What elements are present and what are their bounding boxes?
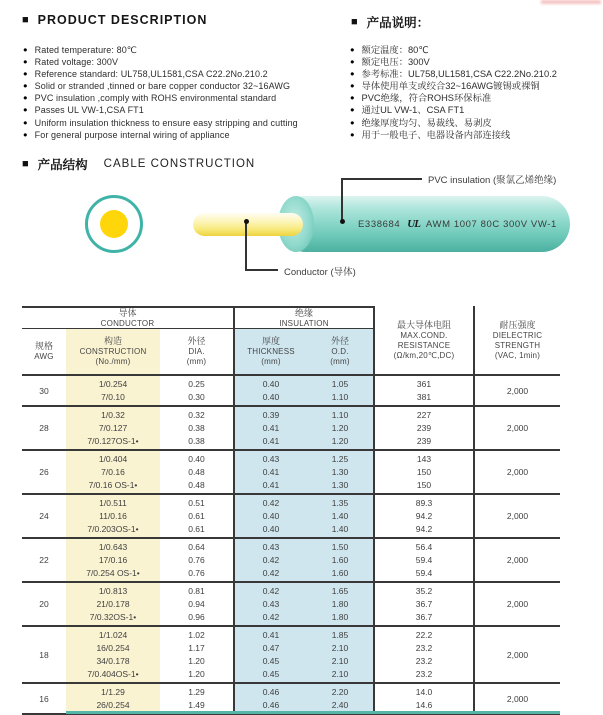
- table-value: 11/0.16: [99, 511, 127, 521]
- header-text: STRENGTH: [494, 340, 541, 350]
- table-value: 0.42: [262, 568, 280, 578]
- table-value: 1.17: [188, 643, 205, 653]
- list-item-text: Rated temperature: 80℃: [34, 45, 138, 55]
- table-value: 0.43: [262, 542, 280, 552]
- list-item-text: Rated voltage: 300V: [34, 57, 119, 68]
- pvc-leader-line: [341, 178, 422, 180]
- list-item: [23, 129, 298, 141]
- table-value: 143: [416, 454, 432, 464]
- header-text: 外径: [187, 336, 206, 346]
- list-item: [350, 129, 557, 141]
- table-value: 0.42: [262, 612, 280, 622]
- pvc-leader-line: [341, 178, 343, 223]
- table-value: 1/0.404: [98, 454, 128, 464]
- product-description-list-en: [23, 44, 298, 141]
- table-value: 0.61: [188, 511, 205, 521]
- bullet-icon: ●: [23, 129, 28, 139]
- header-dielectric: [473, 306, 560, 374]
- bullet-icon: ●: [23, 81, 28, 91]
- table-value: 0.41: [262, 436, 280, 446]
- resistance-cell: [373, 451, 473, 493]
- construction-cell: [66, 539, 160, 581]
- table-value: 59.4: [415, 555, 433, 565]
- header-thickness: [233, 329, 307, 374]
- bullet-icon: ●: [23, 57, 28, 67]
- cutoff-red-print: [541, 0, 601, 4]
- table-value: 2.10: [331, 656, 349, 666]
- bullet-icon: ●: [350, 57, 355, 67]
- table-value: 361: [416, 379, 432, 389]
- table-value: 1.40: [331, 524, 349, 534]
- table-value: 0.45: [262, 669, 280, 679]
- table-value: 0.41: [262, 630, 280, 640]
- od-cell: [307, 451, 373, 493]
- table-value: 0.40: [262, 392, 280, 402]
- table-value: 0.48: [188, 480, 205, 490]
- table-value: 0.38: [188, 436, 205, 446]
- table-value: 1.29: [188, 687, 205, 697]
- construction-title-en: CABLE CONSTRUCTION: [103, 158, 256, 170]
- ul-mark-icon: UL: [407, 218, 420, 230]
- list-item-text: 导体使用单支或绞合32~16AWG镀锡或裸铜: [361, 81, 540, 92]
- header-group-conductor: [22, 306, 233, 329]
- construction-cell: [66, 627, 160, 682]
- table-value: 1.85: [331, 630, 349, 640]
- conductor-label: Conductor (导体): [284, 267, 356, 278]
- table-value: 14.6: [415, 700, 433, 710]
- table-value: 14.0: [415, 687, 433, 697]
- dielectric-cell: 2,000: [473, 684, 560, 713]
- table-value: 0.40: [262, 379, 280, 389]
- table-value: 7/0.127OS-1•: [87, 436, 139, 446]
- header-text: 构造: [103, 336, 122, 346]
- table-value: 0.30: [188, 392, 205, 402]
- table-value: 0.61: [188, 524, 205, 534]
- table-value: 23.2: [415, 669, 433, 679]
- table-value: 0.76: [188, 555, 205, 565]
- table-value: 0.64: [188, 542, 205, 552]
- header-resistance: [373, 306, 473, 374]
- resistance-cell: [373, 583, 473, 625]
- header-text: THICKNESS: [247, 347, 295, 356]
- list-item: [23, 92, 298, 104]
- dia-cell: [160, 376, 233, 405]
- square-bullet-icon: ■: [22, 13, 29, 26]
- bullet-icon: ●: [23, 45, 28, 54]
- table-value: 150: [416, 467, 432, 477]
- dielectric-cell: 2,000: [473, 451, 560, 493]
- dia-cell: [160, 583, 233, 625]
- list-item: [23, 80, 298, 92]
- header-text: (No./mm): [95, 357, 131, 366]
- table-value: 1/0.32: [101, 410, 125, 420]
- table-value: 227: [416, 410, 432, 420]
- dielectric-cell: 2,000: [473, 495, 560, 537]
- awg-cell: 20: [39, 599, 49, 609]
- product-description-title-en: PRODUCT DESCRIPTION: [37, 13, 208, 27]
- awg-cell: 24: [39, 511, 49, 521]
- table-row: [22, 495, 560, 539]
- cable-cert-number: E338684: [358, 218, 401, 230]
- table-row: [22, 583, 560, 627]
- dielectric-cell: 2,000: [473, 627, 560, 682]
- list-item-text: 额定电压：300V: [361, 57, 430, 68]
- table-value: 0.42: [262, 586, 280, 596]
- dielectric-cell: 2,000: [473, 539, 560, 581]
- header-text: MAX.COND.: [400, 330, 448, 340]
- list-item-text: 通过UL VW-1、CSA FT1: [361, 105, 465, 116]
- table-value: 94.2: [415, 524, 433, 534]
- table-value: 0.76: [188, 568, 205, 578]
- list-item: [350, 80, 557, 92]
- bullet-icon: ●: [350, 69, 355, 79]
- list-item: [23, 44, 298, 56]
- thickness-cell: [233, 376, 307, 405]
- table-value: 2.20: [331, 687, 349, 697]
- header-od: [307, 329, 373, 374]
- table-value: 0.40: [262, 524, 280, 534]
- header-text: RESISTANCE: [397, 340, 451, 350]
- table-value: 7/0.203OS-1•: [87, 524, 139, 534]
- table-value: 1.65: [331, 586, 349, 596]
- dia-cell: [160, 539, 233, 581]
- construction-cell: [66, 495, 160, 537]
- table-value: 0.25: [188, 379, 205, 389]
- header-text: DIA.: [188, 347, 205, 356]
- list-item-text: 绝缘厚度均匀、易裁线、易剥皮: [361, 117, 492, 128]
- resistance-cell: [373, 627, 473, 682]
- table-value: 1.20: [331, 436, 349, 446]
- product-description-list-zh: [350, 44, 557, 141]
- header-text: (mm): [186, 357, 207, 366]
- table-value: 0.45: [262, 656, 280, 666]
- table-value: 0.47: [262, 643, 280, 653]
- od-cell: [307, 684, 373, 713]
- conductor-leader-line: [245, 222, 247, 270]
- table-value: 1.30: [331, 467, 349, 477]
- list-item-text: Reference standard: UL758,UL1581,CSA C22.2No.210.2: [34, 69, 268, 80]
- list-item: [350, 104, 557, 116]
- construction-cell: [66, 376, 160, 405]
- table-value: 1.10: [331, 392, 349, 402]
- table-row: [22, 627, 560, 684]
- section-title-product-description: [22, 13, 207, 27]
- table-row: [22, 407, 560, 451]
- header-construction: [66, 329, 160, 374]
- table-row: [22, 451, 560, 495]
- table-value: 1/0.643: [98, 542, 128, 552]
- table-value: 1/0.511: [99, 498, 127, 508]
- table-value: 0.41: [262, 480, 280, 490]
- table-value: 1.60: [331, 568, 349, 578]
- thickness-cell: [233, 539, 307, 581]
- dia-cell: [160, 495, 233, 537]
- table-value: 7/0.404OS-1•: [87, 669, 139, 679]
- awg-cell: 18: [39, 649, 49, 660]
- table-value: 1.40: [331, 511, 349, 521]
- bullet-icon: ●: [23, 117, 28, 127]
- section-title-product-description-zh: [351, 13, 429, 31]
- pvc-leader-dot: [340, 219, 345, 224]
- header-text: 外径: [330, 336, 349, 346]
- header-text: (Ω/km,20℃,DC): [393, 350, 455, 360]
- table-value: 1/1.024: [98, 630, 128, 640]
- header-text: 厚度: [261, 336, 280, 346]
- resistance-cell: [373, 376, 473, 405]
- table-value: 2.40: [331, 700, 349, 710]
- bullet-icon: ●: [350, 117, 355, 127]
- od-cell: [307, 583, 373, 625]
- od-cell: [307, 539, 373, 581]
- header-text: 导体: [118, 307, 137, 318]
- table-value: 2.10: [331, 669, 349, 679]
- thickness-cell: [233, 583, 307, 625]
- table-value: 1.02: [188, 630, 205, 640]
- square-bullet-icon: ■: [22, 157, 29, 170]
- list-item: [23, 68, 298, 80]
- thickness-cell: [233, 684, 307, 713]
- awg-cell: 30: [39, 385, 49, 396]
- thickness-cell: [233, 627, 307, 682]
- header-text: O.D.: [331, 347, 349, 356]
- section-title-cable-construction: [22, 155, 255, 173]
- table-value: 1.20: [188, 656, 205, 666]
- resistance-cell: [373, 407, 473, 449]
- dia-cell: [160, 407, 233, 449]
- construction-cell: [66, 684, 160, 713]
- table-value: 7/0.16: [101, 467, 125, 477]
- list-item: [350, 56, 557, 68]
- table-value: 17/0.16: [98, 555, 128, 565]
- list-item-text: PVC绝缘，符合ROHS环保标准: [361, 93, 492, 104]
- list-item-text: PVC insulation ,comply with ROHS environmental standard: [34, 93, 277, 104]
- conductor-rod: [193, 213, 303, 236]
- header-awg: [22, 329, 66, 374]
- list-item: [23, 117, 298, 129]
- table-value: 26/0.254: [96, 700, 130, 710]
- list-item: [23, 56, 298, 68]
- list-item: [23, 104, 298, 116]
- header-text: 绝缘: [294, 307, 313, 318]
- table-value: 1.35: [331, 498, 349, 508]
- table-value: 0.46: [262, 687, 280, 697]
- od-cell: [307, 495, 373, 537]
- table-value: 1/1.29: [101, 687, 125, 697]
- awg-cell: 22: [39, 555, 49, 565]
- dia-cell: [160, 451, 233, 493]
- table-value: 22.2: [415, 630, 433, 640]
- list-item-text: Passes UL VW-1,CSA FT1: [34, 105, 144, 116]
- bullet-icon: ●: [350, 105, 355, 115]
- header-text: 耐压强度: [499, 319, 536, 330]
- od-cell: [307, 407, 373, 449]
- header-text: 最大导体电阻: [396, 319, 451, 330]
- table-value: 0.43: [262, 599, 280, 609]
- header-text: INSULATION: [279, 318, 329, 328]
- dia-cell: [160, 627, 233, 682]
- table-value: 59.4: [415, 568, 433, 578]
- table-value: 0.38: [188, 423, 205, 433]
- list-item-text: Uniform insulation thickness to ensure easy stripping and cutting: [34, 117, 298, 128]
- header-text: CONSTRUCTION: [79, 347, 147, 356]
- spec-table: [22, 306, 560, 715]
- bullet-icon: ●: [350, 93, 355, 103]
- header-text: AWG: [34, 352, 54, 361]
- table-value: 21/0.178: [96, 599, 130, 609]
- table-value: 1.05: [331, 379, 349, 389]
- product-description-title-zh: 产品说明：: [366, 16, 430, 30]
- list-item-text: For general purpose internal wiring of appliance: [34, 129, 230, 140]
- header-group-insulation: [233, 306, 373, 329]
- list-item-text: 额定温度：80℃: [361, 45, 429, 55]
- table-value: 0.51: [188, 498, 205, 508]
- table-value: 1.49: [188, 700, 205, 710]
- table-value: 1.80: [331, 612, 349, 622]
- table-value: 1.25: [331, 454, 349, 464]
- cable-spec-text: AWM 1007 80C 300V VW-1: [425, 218, 557, 230]
- table-value: 1.30: [331, 480, 349, 490]
- table-value: 56.4: [415, 542, 433, 552]
- list-item: [350, 92, 557, 104]
- resistance-cell: [373, 495, 473, 537]
- list-item: [350, 44, 557, 56]
- conductor-leader-line: [245, 269, 278, 271]
- table-row: [22, 539, 560, 583]
- od-cell: [307, 376, 373, 405]
- table-value: 1.20: [188, 669, 205, 679]
- awg-cell: 26: [39, 467, 49, 477]
- table-value: 381: [416, 392, 432, 402]
- table-value: 1.20: [331, 423, 349, 433]
- table-value: 7/0.10: [101, 392, 125, 402]
- pvc-insulation-label: PVC insulation (聚氯乙烯绝缘): [428, 175, 557, 186]
- table-value: 7/0.254 OS-1•: [86, 568, 140, 578]
- spec-table-body: [22, 376, 560, 715]
- header-text: CONDUCTOR: [100, 318, 155, 328]
- awg-cell: 28: [39, 423, 49, 433]
- table-value: 94.2: [415, 511, 433, 521]
- table-value: 16/0.254: [96, 643, 130, 653]
- table-value: 0.41: [262, 467, 280, 477]
- table-value: 150: [416, 480, 432, 490]
- construction-cell: [66, 451, 160, 493]
- table-value: 7/0.127: [98, 423, 128, 433]
- cable-cross-section-conductor: [100, 210, 128, 238]
- list-item-text: Solid or stranded ,tinned or bare copper conductor 32~16AWG: [34, 81, 291, 92]
- dia-cell: [160, 684, 233, 713]
- table-value: 23.2: [415, 656, 433, 666]
- table-value: 0.43: [262, 454, 280, 464]
- table-value: 0.96: [188, 612, 205, 622]
- bullet-icon: ●: [350, 129, 355, 139]
- table-value: 0.46: [262, 700, 280, 710]
- cable-print-text: [358, 217, 557, 231]
- table-value: 0.41: [262, 423, 280, 433]
- conductor-leader-dot: [244, 219, 249, 224]
- table-value: 36.7: [415, 599, 433, 609]
- bullet-icon: ●: [23, 69, 28, 79]
- table-value: 0.42: [262, 498, 280, 508]
- dielectric-cell: 2,000: [473, 583, 560, 625]
- construction-cell: [66, 407, 160, 449]
- spec-table-header: [22, 306, 560, 376]
- table-value: 2.10: [331, 643, 349, 653]
- table-value: 239: [416, 436, 432, 446]
- header-text: DIELECTRIC: [492, 330, 543, 340]
- resistance-cell: [373, 684, 473, 713]
- header-text: (mm): [330, 357, 350, 366]
- table-value: 1.60: [331, 555, 349, 565]
- table-value: 7/0.16 OS-1•: [88, 480, 138, 490]
- table-value: 1.10: [331, 410, 349, 420]
- table-value: 35.2: [415, 586, 433, 596]
- list-item-text: 参考标准：UL758,UL1581,CSA C22.2No.210.2: [361, 69, 557, 80]
- list-item-text: 用于一般电子、电器设备内部连接线: [361, 129, 511, 140]
- bullet-icon: ●: [23, 105, 28, 115]
- table-value: 0.81: [188, 586, 205, 596]
- header-text: (mm): [261, 357, 281, 366]
- awg-cell: 16: [39, 693, 49, 704]
- table-value: 1/0.254: [98, 379, 128, 389]
- table-value: 89.3: [415, 498, 433, 508]
- dielectric-cell: 2,000: [473, 407, 560, 449]
- od-cell: [307, 627, 373, 682]
- table-value: 0.94: [188, 599, 205, 609]
- construction-cell: [66, 583, 160, 625]
- table-value: 1.50: [331, 542, 349, 552]
- header-text: 规格: [34, 341, 53, 351]
- table-value: 0.39: [262, 410, 280, 420]
- list-item: [350, 68, 557, 80]
- table-value: 23.2: [415, 643, 433, 653]
- table-value: 1.80: [331, 599, 349, 609]
- bullet-icon: ●: [350, 45, 355, 54]
- table-value: 36.7: [415, 612, 433, 622]
- resistance-cell: [373, 539, 473, 581]
- table-value: 7/0.32OS-1•: [89, 612, 137, 622]
- square-bullet-icon: ■: [351, 15, 358, 28]
- table-value: 0.40: [262, 511, 280, 521]
- thickness-cell: [233, 495, 307, 537]
- table-value: 0.40: [188, 454, 205, 464]
- dielectric-cell: 2,000: [473, 376, 560, 405]
- table-value: 34/0.178: [96, 656, 130, 666]
- bullet-icon: ●: [23, 93, 28, 103]
- table-row: [22, 376, 560, 407]
- header-text: (VAC, 1min): [494, 350, 541, 360]
- header-dia: [160, 329, 233, 374]
- list-item: [350, 117, 557, 129]
- table-value: 239: [416, 423, 432, 433]
- table-value: 0.32: [188, 410, 205, 420]
- bullet-icon: ●: [350, 81, 355, 91]
- table-value: 1/0.813: [98, 586, 128, 596]
- thickness-cell: [233, 407, 307, 449]
- table-value: 0.42: [262, 555, 280, 565]
- thickness-cell: [233, 451, 307, 493]
- table-value: 0.48: [188, 467, 205, 477]
- construction-title-zh: 产品结构: [37, 158, 88, 172]
